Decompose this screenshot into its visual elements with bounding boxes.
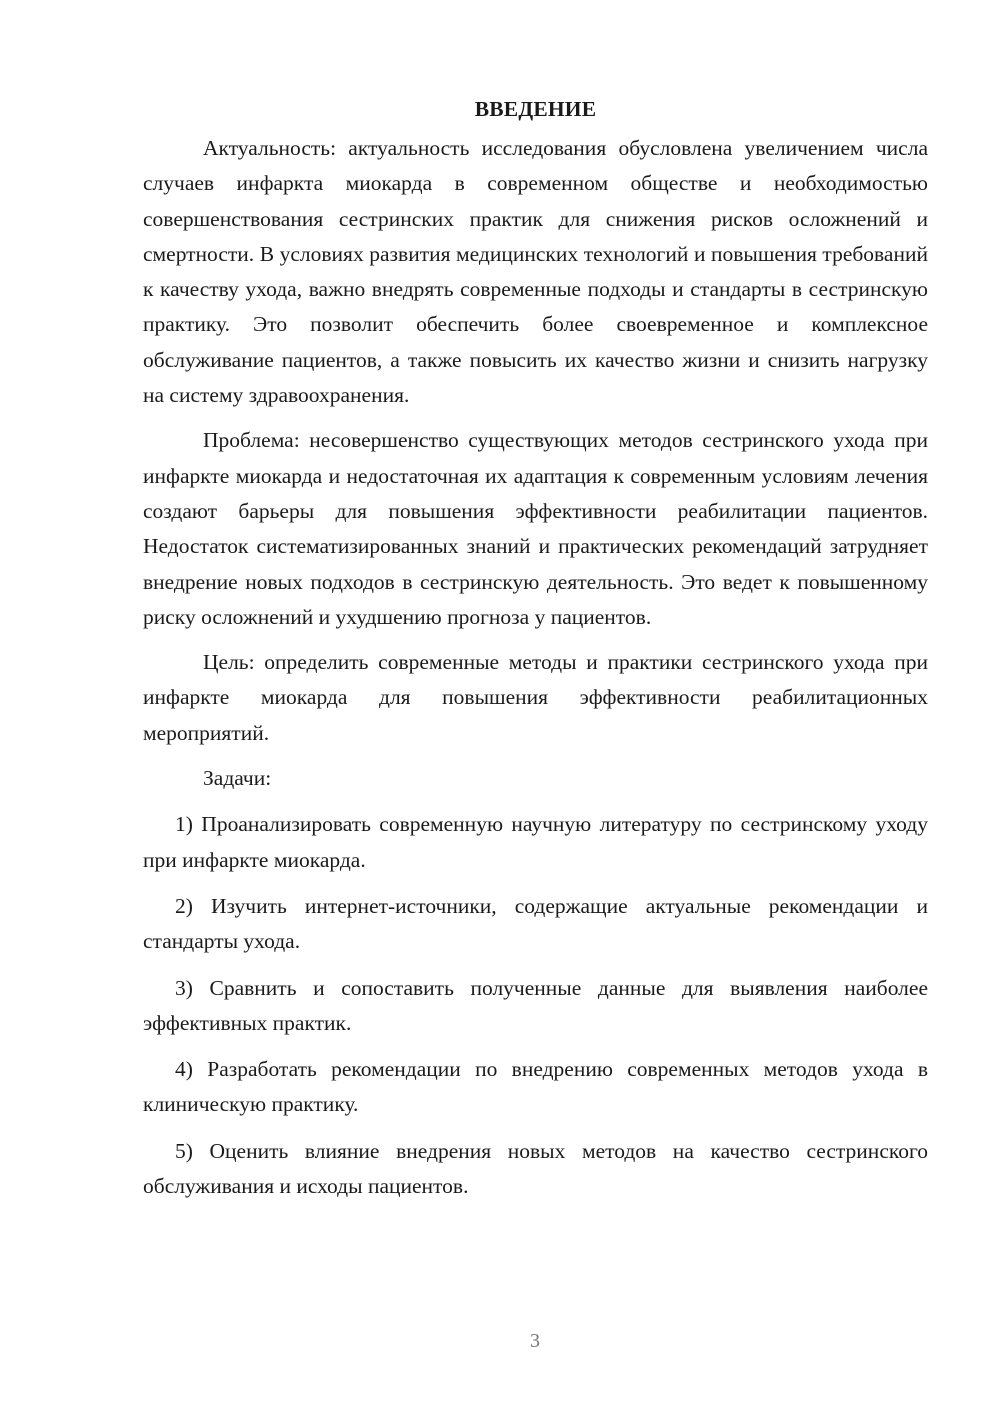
paragraph-problem: Проблема: несовершенство существующих методов сестринского ухода при инфаркте миокарда и недостаточная их адаптация к современным условиям лечения создают барьеры для повышения эффективности реабилитации пациентов. Недостаток систематизированных знаний и практических рекомендаций затрудняет внедрение новых подходов в сестринскую деятельность. Это ведет к повышенному риску осложнений и ухудшению прогноза у пациентов. xyxy=(143,428,928,629)
task-item-1: 1) Проанализировать современную научную литературу по сестринскому уходу при инфаркте миокарда. xyxy=(143,812,928,872)
document-page xyxy=(143,92,928,1204)
paragraph-relevance: Актуальность: актуальность исследования обусловлена увеличением числа случаев инфаркта миокарда в современном обществе и необходимостью совершенствования сестринских практик для снижения рисков осложнений и смертности. В условиях развития медицинских технологий и повышения требований к качеству ухода, важно внедрять современные подходы и стандарты в сестринскую практику. Это позволит обеспечить более своевременное и комплексное обслуживание пациентов, а также повысить их качество жизни и снизить нагрузку на систему здравоохранения. xyxy=(143,136,928,408)
page-number: 3 xyxy=(530,1330,540,1352)
paragraph-goal: Цель: определить современные методы и практики сестринского ухода при инфаркте миокарда для повышения эффективности реабилитационных мероприятий. xyxy=(143,650,928,745)
section-title: ВВЕДЕНИЕ xyxy=(474,97,597,121)
task-item-5: 5) Оценить влияние внедрения новых методов на качество сестринского обслуживания и исходы пациентов. xyxy=(143,1138,928,1199)
task-item-2: 2) Изучить интернет-источники, содержащие актуальные рекомендации и стандарты ухода. xyxy=(143,893,928,954)
paragraph-tasks-heading: Задачи: xyxy=(203,766,272,791)
task-item-3: 3) Сравнить и сопоставить полученные данные для выявления наиболее эффективных практик. xyxy=(143,975,928,1035)
task-item-4: 4) Разработать рекомендации по внедрению современных методов ухода в клиническую практику. xyxy=(143,1057,928,1117)
